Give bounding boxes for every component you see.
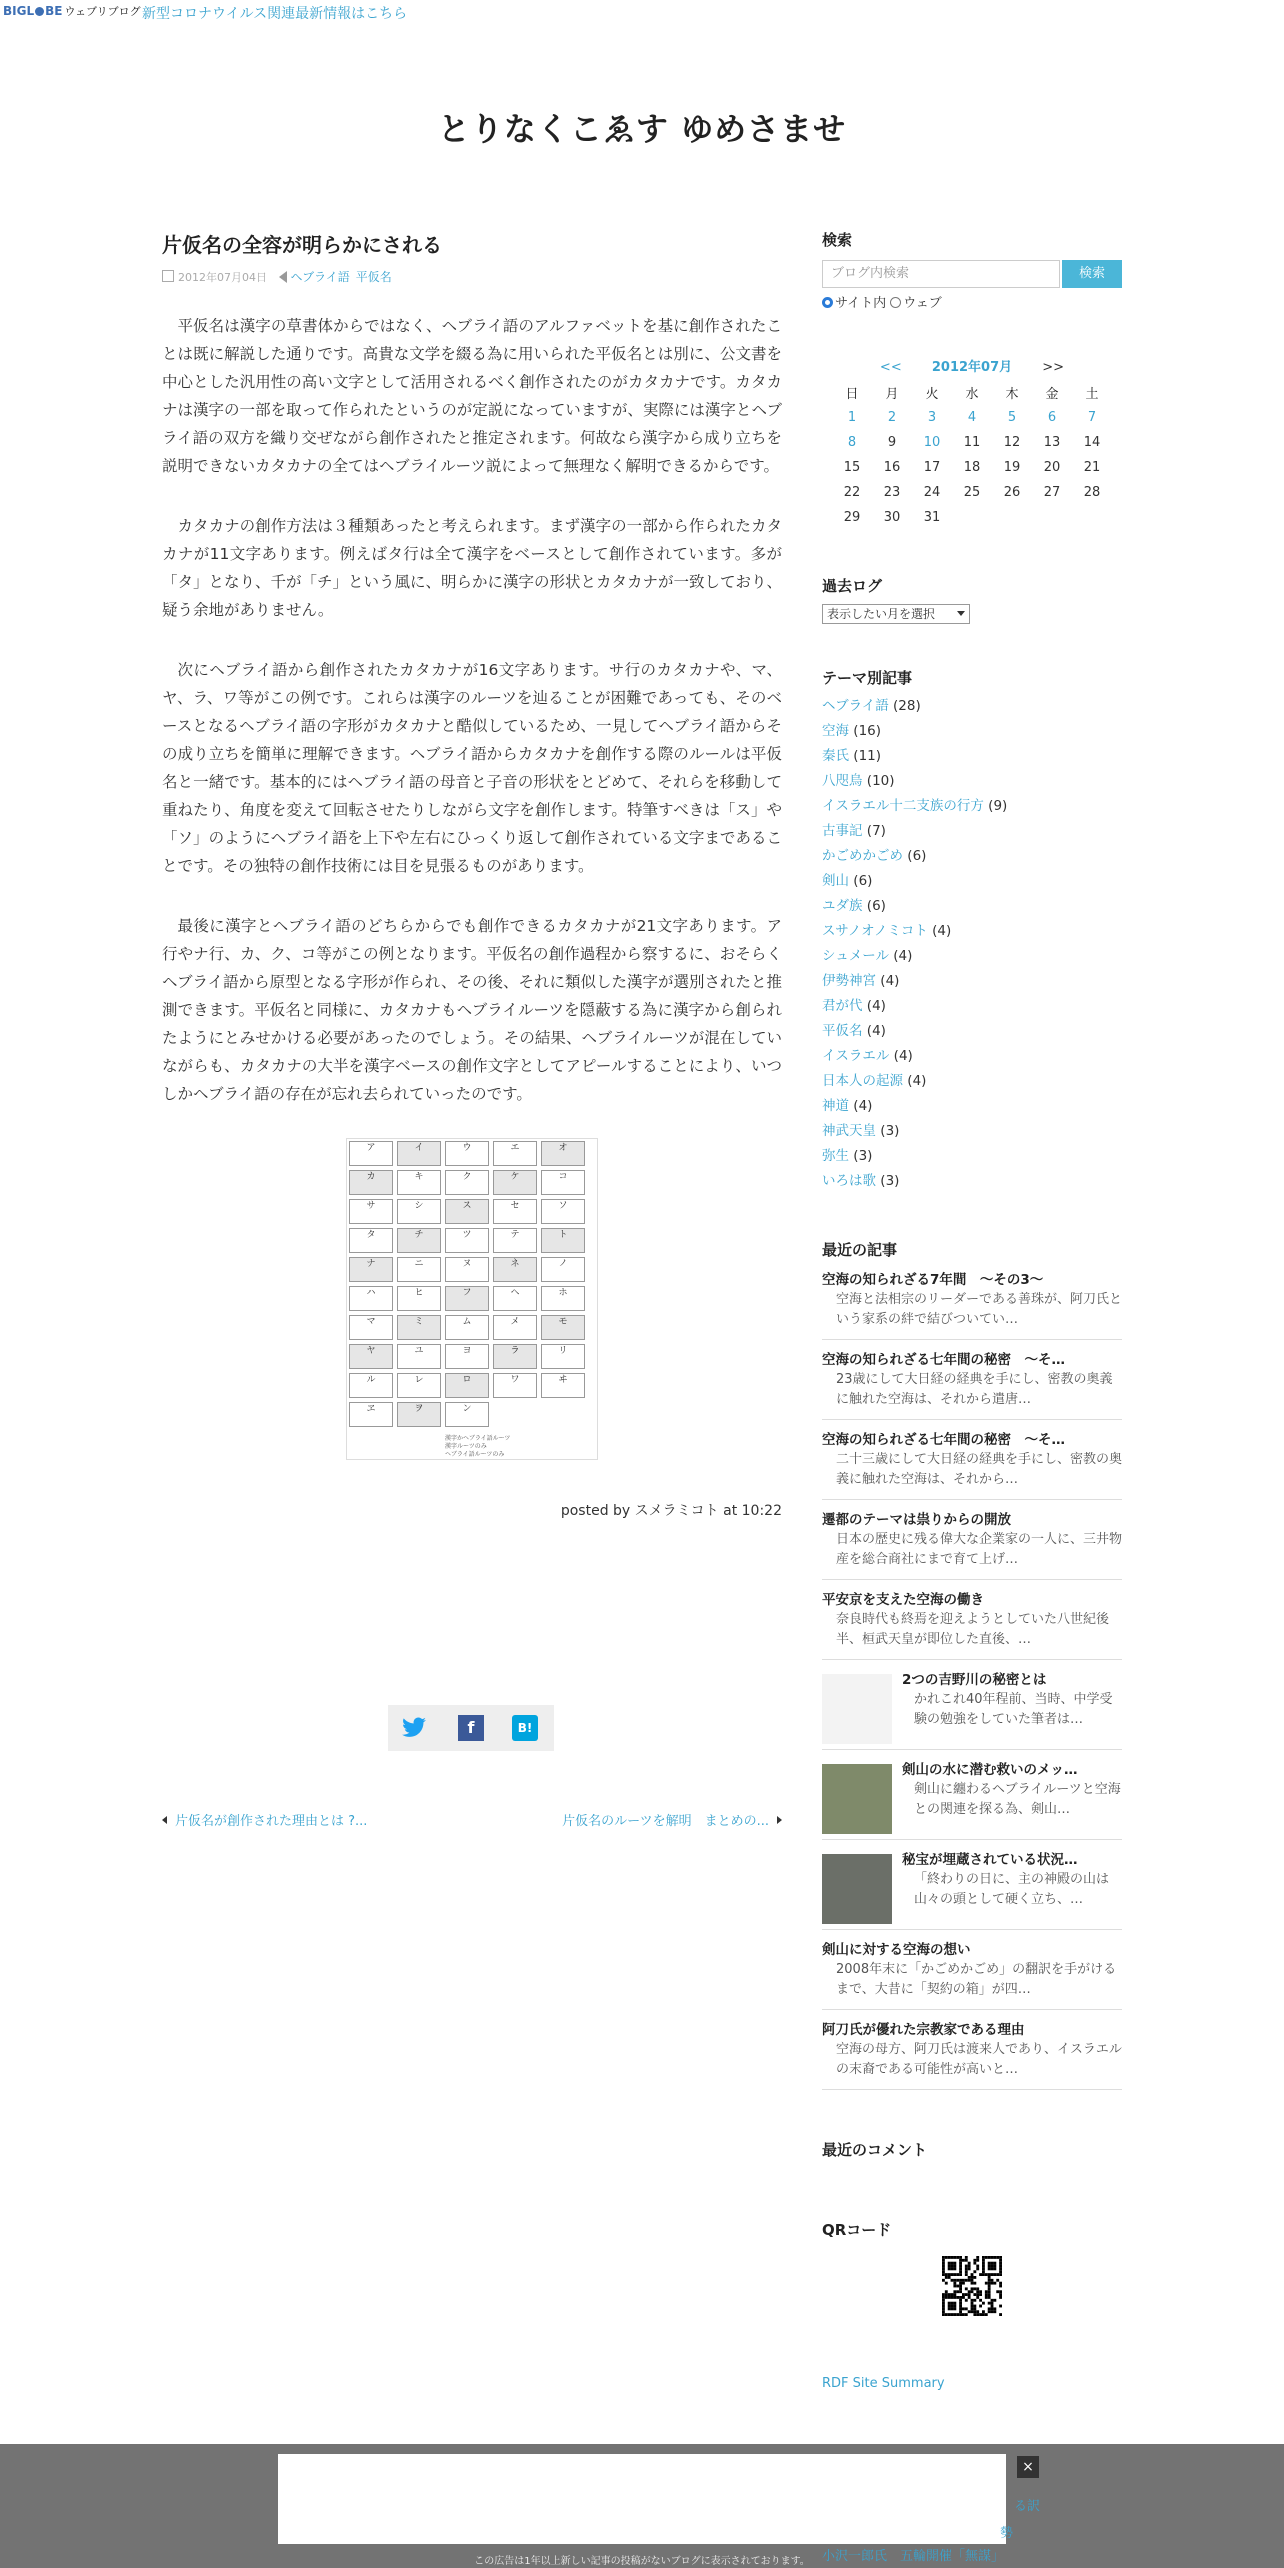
posted-time: at 10:22 [723, 1503, 782, 1519]
theme-item [822, 794, 1122, 819]
post-paragraph-2: カタカナの創作方法は３種類あったと考えられます。まず漢字の一部から作られたカタカナが11文字あります。例えばタ行は全て漢字をベースとして創作されています。多が「タ」となり、千が「チ」という風に、明らかに漢字の形状とカタカナが一致しており、疑う余地がありません。 [162, 517, 783, 619]
weekday-header: 月 [885, 387, 899, 402]
katakana-figure-cell: カ [349, 1170, 393, 1195]
logo-text-a: BIGL [3, 4, 35, 18]
theme-link[interactable]: ユダ族 [822, 898, 863, 914]
calendar-day: 26 [1003, 485, 1021, 500]
theme-count: (3) [880, 1123, 900, 1139]
calendar-week [832, 430, 1112, 455]
ad-note: この広告は1年以上新しい記事の投稿がないブログに表示されております。 [474, 2556, 810, 2567]
theme-link[interactable]: 神道 [822, 1098, 849, 1114]
calendar-next-link[interactable]: >> [1042, 360, 1065, 375]
katakana-figure-cell: ケ [493, 1170, 537, 1195]
katakana-figure-cell: ロ [445, 1373, 489, 1398]
recent-post-excerpt: 「終わりの日に、主の神殿の山は山々の頭として硬く立ち、… [914, 1872, 1110, 1907]
katakana-figure-cell: ワ [493, 1373, 537, 1398]
katakana-figure-cell: タ [349, 1228, 393, 1253]
scope-web-radio[interactable] [890, 297, 901, 308]
chevron-down-icon [957, 611, 965, 616]
theme-item [822, 919, 1122, 944]
underlying-link-fragment-1[interactable]: る訳 [1014, 2499, 1041, 2514]
sidebar [822, 230, 1122, 2391]
recent-post-excerpt: 2008年末に「かごめかごめ」の翻訳を手がけるまで、大昔に「契約の箱」が四… [836, 1962, 1117, 1997]
theme-count: (4) [932, 923, 952, 939]
site-title[interactable]: とりなくこゑす ゆめさませ [437, 110, 847, 148]
calendar-day: 22 [843, 485, 861, 500]
search-button[interactable]: 検索 [1062, 260, 1122, 288]
theme-item [822, 819, 1122, 844]
katakana-figure-cell: ム [445, 1315, 489, 1340]
rdf-link[interactable] [822, 2376, 1122, 2391]
theme-count: (6) [907, 848, 927, 864]
calendar-week [832, 455, 1112, 480]
theme-item [822, 1069, 1122, 1094]
top-bar [0, 0, 1284, 24]
recent-post-title[interactable]: 秘宝が埋蔵されている状況… [902, 1852, 1078, 1868]
theme-item [822, 769, 1122, 794]
recent-post-excerpt: 奈良時代も終焉を迎えようとしていた八世紀後半、桓武天皇が即位した直後、… [836, 1612, 1110, 1647]
calendar-month[interactable]: 2012年07月 [931, 360, 1013, 375]
calendar-day: 15 [843, 460, 861, 475]
katakana-figure-cell: イ [397, 1141, 441, 1166]
calendar-icon [162, 270, 174, 282]
main-column [162, 230, 783, 1829]
katakana-figure-cell: ミ [397, 1315, 441, 1340]
recent-post[interactable] [822, 1500, 1122, 1580]
calendar-week [832, 505, 1112, 530]
theme-count: (7) [866, 823, 886, 839]
theme-link[interactable]: 秦氏 [822, 748, 849, 764]
recent-post-title[interactable]: 遷都のテーマは祟りからの開放 [822, 1512, 1011, 1528]
underlying-link-fragment-3[interactable]: 小沢一郎氏 五輪開催「無謀」 [822, 2549, 1005, 2564]
katakana-figure-cell: ツ [445, 1228, 489, 1253]
comments-heading: 最近のコメント [822, 2141, 928, 2159]
katakana-figure-cell: ト [541, 1228, 585, 1253]
recent-post-excerpt: 空海と法相宗のリーダーである善珠が、阿刀氏という家系の絆で結びついてい… [836, 1292, 1123, 1327]
calendar-day [1072, 505, 1112, 530]
katakana-figure-cell: ア [349, 1141, 393, 1166]
calendar-day: 13 [1043, 435, 1061, 450]
ad-frame[interactable] [278, 2454, 1006, 2544]
hatena-b-icon: B! [517, 1721, 533, 1735]
calendar-day: 18 [963, 460, 981, 475]
theme-count: (6) [853, 873, 873, 889]
calendar-day: 29 [843, 510, 861, 525]
theme-item [822, 694, 1122, 719]
katakana-figure-cell: ラ [493, 1344, 537, 1369]
katakana-figure-cell: キ [397, 1170, 441, 1195]
theme-count: (4) [853, 1098, 873, 1114]
katakana-figure-cell: ヱ [349, 1402, 393, 1427]
recent-post-title[interactable]: 空海の知られざる七年間の秘密 ～そ… [822, 1352, 1065, 1368]
theme-link[interactable]: 平仮名 [822, 1023, 863, 1039]
calendar-week [832, 480, 1112, 505]
weekday-header: 水 [965, 387, 979, 402]
katakana-figure-cell: ヲ [397, 1402, 441, 1427]
calendar-days [832, 405, 1112, 530]
calendar-day: 12 [1003, 435, 1021, 450]
search-input[interactable]: ブログ内検索 [822, 260, 1060, 288]
katakana-figure-cell: マ [349, 1315, 393, 1340]
recent-post-thumbnail[interactable] [822, 1764, 892, 1834]
search-heading: 検索 [822, 231, 853, 249]
search-scope [822, 292, 1122, 310]
katakana-figure-cell: ヒ [397, 1286, 441, 1311]
recent-post-title[interactable]: 空海の知られざる七年間の秘密 ～そ… [822, 1432, 1065, 1448]
katakana-figure-cell: ヨ [445, 1344, 489, 1369]
theme-item [822, 844, 1122, 869]
logo-globe-icon [35, 7, 44, 16]
weekday-header: 木 [1005, 387, 1019, 402]
theme-item [822, 994, 1122, 1019]
calendar-day: 19 [1003, 460, 1021, 475]
theme-item [822, 894, 1122, 919]
post-title[interactable]: 片仮名の全容が明らかにされる [162, 233, 442, 257]
katakana-figure-cell: ヌ [445, 1257, 489, 1282]
calendar-day [952, 505, 992, 530]
post-meta [162, 268, 782, 284]
calendar-nav [822, 356, 1122, 376]
recent-post-title[interactable]: 阿刀氏が優れた宗教家である理由 [822, 2022, 1025, 2038]
posted-by [162, 1500, 782, 1520]
katakana-figure-cell: ノ [541, 1257, 585, 1282]
next-post-link[interactable] [562, 1810, 782, 1829]
katakana-figure-cell: ユ [397, 1344, 441, 1369]
close-icon[interactable]: × [1017, 2456, 1039, 2478]
calendar-day: 17 [923, 460, 941, 475]
theme-count: (11) [853, 748, 882, 764]
recent-heading: 最近の記事 [822, 1241, 898, 1259]
calendar-day: 28 [1083, 485, 1101, 500]
post-tag-hiragana[interactable]: 平仮名 [355, 270, 392, 284]
theme-count: (4) [893, 948, 913, 964]
recent-post[interactable] [822, 1750, 1122, 1840]
katakana-figure-cell: モ [541, 1315, 585, 1340]
calendar-day: 11 [963, 435, 981, 450]
theme-item [822, 1019, 1122, 1044]
post-date: 2012年07月04日 [178, 271, 267, 284]
calendar-day[interactable]: 5 [1007, 410, 1017, 425]
hatena-bookmark-button[interactable] [512, 1715, 538, 1741]
recent-post-thumbnail[interactable] [822, 1674, 892, 1744]
theme-list [822, 694, 1122, 1194]
calendar-table [832, 380, 1112, 530]
tag-icon [279, 271, 287, 283]
qr-heading: QRコード [822, 2221, 892, 2239]
calendar-day: 14 [1083, 435, 1101, 450]
theme-link[interactable]: いろは歌 [822, 1173, 876, 1189]
archive-month-select[interactable] [822, 604, 970, 624]
katakana-figure-cell: ナ [349, 1257, 393, 1282]
recent-post-excerpt: 空海の母方、阿刀氏は渡来人であり、イスラエルの末裔である可能性が高いと… [836, 2042, 1122, 2077]
theme-link[interactable]: かごめかごめ [822, 848, 903, 864]
calendar-day[interactable]: 4 [967, 410, 977, 425]
weekday-header: 土 [1085, 387, 1099, 402]
katakana-figure-cell: オ [541, 1141, 585, 1166]
katakana-figure-cell: ヘ [493, 1286, 537, 1311]
katakana-figure-cell: リ [541, 1344, 585, 1369]
theme-heading: テーマ別記事 [822, 669, 913, 687]
recent-post-excerpt: 二十三歳にして大日経の経典を手にし、密教の奥義に触れた空海は、それから… [836, 1452, 1123, 1487]
posted-prefix: posted by [560, 1503, 631, 1519]
theme-link[interactable]: ヘブライ語 [822, 698, 889, 714]
theme-item [822, 719, 1122, 744]
scope-site-radio[interactable] [822, 297, 833, 308]
katakana-figure-cell: ス [445, 1199, 489, 1224]
katakana-figure-cell: ン [445, 1402, 489, 1427]
theme-count: (16) [853, 723, 882, 739]
katakana-figure-cell: フ [445, 1286, 489, 1311]
theme-item [822, 1094, 1122, 1119]
katakana-figure-cell: シ [397, 1199, 441, 1224]
calendar-day: 9 [887, 435, 897, 450]
covid-news-link[interactable]: 新型コロナウイルス関連最新情報はこちら [142, 6, 408, 22]
recent-post-title[interactable]: 2つの吉野川の秘密とは [902, 1672, 1047, 1688]
recent-post-excerpt: かれこれ40年程前、当時、中学受験の勉強をしていた筆者は… [914, 1692, 1113, 1727]
recent-post[interactable] [822, 1340, 1122, 1420]
theme-count: (4) [866, 998, 886, 1014]
recent-post[interactable] [822, 1580, 1122, 1660]
recent-post[interactable] [822, 1420, 1122, 1500]
katakana-figure-cell: ヰ [541, 1373, 585, 1398]
facebook-f-icon: f [467, 1718, 475, 1737]
theme-item [822, 969, 1122, 994]
figure-legend: 漢字かヘブライ語ルーツ 漢字ルーツのみ ヘブライ語ルーツのみ [445, 1435, 511, 1458]
katakana-figure-cell: ヤ [349, 1344, 393, 1369]
rdf-link-text[interactable]: RDF Site Summary [822, 2376, 945, 2391]
calendar-day[interactable]: 1 [847, 410, 857, 425]
calendar-day[interactable]: 10 [923, 435, 941, 450]
facebook-share-button[interactable] [458, 1715, 484, 1741]
calendar-weekdays [832, 380, 1112, 405]
theme-link[interactable]: シュメール [822, 948, 889, 964]
prev-post-link[interactable] [162, 1810, 367, 1829]
katakana-figure-cell: セ [493, 1199, 537, 1224]
post-tag-hebrew[interactable]: ヘブライ語 [290, 270, 350, 284]
calendar-prev-link[interactable]: << [879, 360, 902, 375]
katakana-figure-cell: エ [493, 1141, 537, 1166]
recent-post[interactable] [822, 1260, 1122, 1340]
theme-link[interactable]: 剣山 [822, 873, 849, 889]
theme-count: (10) [866, 773, 895, 789]
next-post-title: 片仮名のルーツを解明 まとめの... [562, 1814, 769, 1829]
author-link[interactable]: スメラミコト [634, 1503, 719, 1519]
theme-count: (6) [866, 898, 886, 914]
recent-post-title[interactable]: 剣山に対する空海の想い [822, 1942, 971, 1958]
katakana-figure-cell: ホ [541, 1286, 585, 1311]
theme-count: (3) [853, 1148, 873, 1164]
calendar-day[interactable]: 8 [847, 435, 857, 450]
theme-link[interactable]: 空海 [822, 723, 849, 739]
share-buttons [388, 1705, 554, 1751]
twitter-share-button[interactable] [400, 1715, 428, 1741]
theme-item [822, 1169, 1122, 1194]
katakana-figure-cell: ウ [445, 1141, 489, 1166]
katakana-figure-cell: レ [397, 1373, 441, 1398]
katakana-figure-cell: メ [493, 1315, 537, 1340]
theme-count: (4) [907, 1073, 927, 1089]
calendar-day: 23 [883, 485, 901, 500]
theme-count: (4) [880, 973, 900, 989]
theme-link[interactable]: 伊勢神宮 [822, 973, 876, 989]
recent-post-excerpt: 日本の歴史に残る偉大な企業家の一人に、三井物産を総合商社にまで育て上げ… [836, 1532, 1123, 1567]
recent-post[interactable] [822, 1660, 1122, 1750]
weekday-header: 金 [1045, 387, 1059, 402]
theme-item [822, 744, 1122, 769]
calendar-day[interactable]: 3 [927, 410, 937, 425]
theme-link[interactable]: 八咫烏 [822, 773, 863, 789]
underlying-link-fragment-2[interactable]: 勢 [1000, 2526, 1014, 2541]
twitter-bird-icon [400, 1715, 428, 1741]
scope-site-label: サイト内 [835, 296, 887, 311]
recent-posts [822, 1260, 1122, 2090]
theme-link[interactable]: イスラエル十二支族の行方 [822, 798, 984, 814]
post-paragraph-4: 最後に漢字とヘブライ語のどちらからでも創作できるカタカナが21文字あります。ア行やナ行、カ、ク、コ等がこの例となります。平仮名の創作過程から察するに、おそらくヘブライ語から原型となる字形が作られ、その後、それに類似した漢字が選別されたと推測できます。平仮名と同様に、カタカナもヘブライルーツを隠蔽する為に漢字から創られたようにとみせかける必要があったのでしょう。その結果、ヘブライルーツが混在していながらも、カタカナの大半を漢字ベースの創作文字としてアピールすることにより、いつしかヘブライ語の存在が忘れ去られていったのです。 [162, 917, 783, 1103]
calendar-day: 21 [1083, 460, 1101, 475]
katakana-figure-cell: テ [493, 1228, 537, 1253]
calendar-day[interactable]: 6 [1047, 410, 1057, 425]
theme-item [822, 1144, 1122, 1169]
logo-subtitle: ウェブリブログ [64, 5, 141, 18]
theme-link[interactable]: 君が代 [822, 998, 863, 1014]
recent-post-excerpt: 剣山に纏わるヘブライルーツと空海との関連を探る為、剣山… [914, 1782, 1121, 1817]
calendar-week [832, 405, 1112, 430]
ad-overlay [0, 2444, 1284, 2568]
biglobe-logo[interactable] [3, 3, 141, 19]
triangle-right-icon [777, 1816, 782, 1824]
theme-link[interactable]: イスラエル [822, 1048, 890, 1064]
katakana-figure-cell: コ [541, 1170, 585, 1195]
recent-post[interactable] [822, 1840, 1122, 1930]
theme-item [822, 1044, 1122, 1069]
calendar-day [1032, 505, 1072, 530]
weekday-header: 日 [845, 387, 859, 402]
calendar-day [992, 505, 1032, 530]
theme-link[interactable]: スサノオノミコト [822, 923, 928, 939]
triangle-left-icon [162, 1816, 167, 1824]
calendar-day[interactable]: 2 [887, 410, 897, 425]
search-form [822, 260, 1122, 288]
archive-select-label: 表示したい月を選択 [827, 607, 936, 621]
recent-post[interactable] [822, 2010, 1122, 2090]
archive-heading: 過去ログ [822, 577, 883, 595]
theme-link[interactable]: 神武天皇 [822, 1123, 876, 1139]
katakana-figure-cell: チ [397, 1228, 441, 1253]
calendar-day: 25 [963, 485, 981, 500]
theme-count: (3) [880, 1173, 900, 1189]
logo-text-b: BE [45, 4, 63, 18]
calendar-day: 31 [923, 510, 941, 525]
katakana-figure-cell: ニ [397, 1257, 441, 1282]
calendar-day[interactable]: 7 [1087, 410, 1097, 425]
theme-item [822, 944, 1122, 969]
theme-count: (4) [893, 1048, 913, 1064]
katakana-origin-figure [346, 1138, 598, 1460]
calendar-day: 27 [1043, 485, 1061, 500]
theme-count: (4) [866, 1023, 886, 1039]
katakana-figure-cell: ネ [493, 1257, 537, 1282]
calendar-day: 24 [923, 485, 941, 500]
post-paragraph-1: 平仮名は漢字の草書体からではなく、ヘブライ語のアルファベットを基に創作されたことは既に解説した通りです。高貴な文学を綴る為に用いられた平仮名とは別に、公文書を中心とした汎用性の高い文字として活用されるべく創作されたのがカタカナです。カタカナは漢字の一部を取って作られたというのが定説になっていますが、実際には漢字とヘブライ語の双方を織り交ぜながら創作されたと推定されます。何故なら漢字から成り立ちを説明できないカタカナの全てはヘブライルーツ説によって無理なく解明できるからです。 [162, 317, 782, 475]
katakana-figure-cell: サ [349, 1199, 393, 1224]
recent-post-title[interactable]: 剣山の水に潜む救いのメッ… [902, 1762, 1078, 1778]
theme-item [822, 1119, 1122, 1144]
weekday-header: 火 [925, 387, 939, 402]
calendar-day: 16 [883, 460, 901, 475]
recent-post[interactable] [822, 1930, 1122, 2010]
theme-item [822, 869, 1122, 894]
theme-link[interactable]: 古事記 [822, 823, 863, 839]
recent-post-title[interactable]: 平安京を支えた空海の働き [822, 1592, 984, 1608]
recent-post-title[interactable]: 空海の知られざる7年間 ～その3～ [822, 1272, 1044, 1288]
calendar [822, 356, 1122, 530]
katakana-figure-cell: ル [349, 1373, 393, 1398]
recent-post-thumbnail[interactable] [822, 1854, 892, 1924]
katakana-figure-cell: ソ [541, 1199, 585, 1224]
katakana-figure-cell: ハ [349, 1286, 393, 1311]
recent-post-excerpt: 23歳にして大日経の経典を手にし、密教の奥義に触れた空海は、それから遣唐… [836, 1372, 1113, 1407]
post-paragraph-3: 次にヘブライ語から創作されたカタカナが16文字あります。サ行のカタカナや、マ、ヤ、ラ、ワ等がこの例です。これらは漢字のルーツを辿ることが困難であっても、そのベースとなるヘブライ語の字形がカタカナと酷似しているため、一見してヘブライ語からその成り立ちを簡単に理解できます。ヘブライ語からカタカナを創作する際のルールは平仮名と一緒です。基本的にはヘブライ語の母音と子音の形状をとどめて、それらを移動して重ねたり、角度を変えて回転させたりしながら文字を創作します。特筆すべきは「ス」や「ソ」のようにヘブライ語を上下や左右にひっくり返して創作されている文字まであることです。その独特の創作技術には目を見張るものがあります。 [162, 661, 782, 875]
katakana-figure-cell: ク [445, 1170, 489, 1195]
theme-count: (9) [988, 798, 1008, 814]
theme-count: (28) [893, 698, 921, 714]
prev-post-title: 片仮名が創作された理由とは ?... [175, 1814, 368, 1829]
theme-link[interactable]: 日本人の起源 [822, 1073, 903, 1089]
calendar-day: 30 [883, 510, 901, 525]
calendar-day: 20 [1043, 460, 1061, 475]
theme-link[interactable]: 弥生 [822, 1148, 849, 1164]
qr-code-icon [942, 2256, 1002, 2316]
scope-web-label: ウェブ [903, 296, 942, 311]
